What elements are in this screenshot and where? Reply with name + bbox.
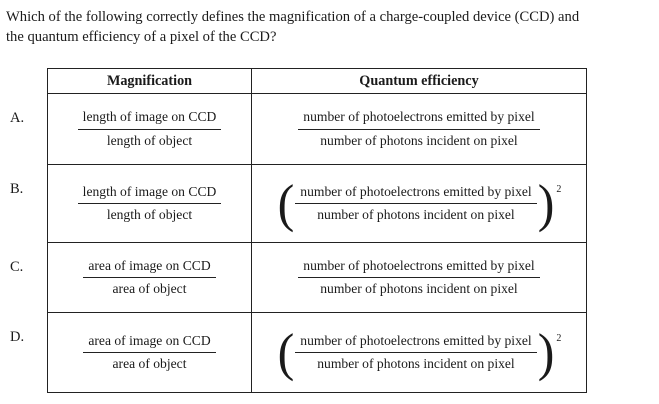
- exponent: 2: [556, 333, 562, 344]
- squared-fraction: [277, 322, 562, 382]
- paren-close: ): [537, 322, 555, 382]
- option-row-a: [8, 94, 587, 165]
- option-a-label: A.: [10, 110, 25, 126]
- fraction: [83, 258, 215, 298]
- header-letter-gutter: [8, 68, 47, 94]
- option-c-magnification-cell: [47, 243, 252, 313]
- table-header-row: [8, 68, 587, 94]
- fraction-numerator: length of image on CCD: [78, 109, 222, 129]
- fraction-numerator: length of image on CCD: [78, 184, 222, 204]
- option-c-quantum-efficiency-cell: [252, 243, 587, 313]
- fraction: [295, 333, 536, 373]
- option-b-label: B.: [10, 181, 24, 197]
- paren-open: (: [277, 322, 295, 382]
- fraction-denominator: length of object: [106, 132, 193, 148]
- fraction-denominator: number of photons incident on pixel: [320, 281, 518, 296]
- option-row-d: [8, 313, 587, 393]
- fraction-denominator: number of photons incident on pixel: [317, 207, 515, 222]
- fraction: [298, 109, 539, 149]
- fraction-numerator: area of image on CCD: [83, 333, 215, 353]
- fraction-numerator: number of photoelectrons emitted by pixel: [298, 258, 539, 278]
- option-row-c: [8, 243, 587, 313]
- option-c-label: C.: [10, 259, 24, 275]
- paren-open: (: [277, 173, 295, 233]
- question-line-1: Which of the following correctly defines the magnification of a charge-coupled device (CCD) and: [6, 9, 580, 25]
- option-b-quantum-efficiency-cell: [252, 165, 587, 243]
- option-row-b: [8, 165, 587, 243]
- fraction-denominator: length of object: [106, 207, 193, 222]
- fraction-denominator: number of photons incident on pixel: [317, 356, 515, 371]
- option-a-magnification-cell: [47, 94, 252, 165]
- exponent: 2: [556, 184, 562, 195]
- question-line-2: the quantum efficiency of a pixel of the CCD?: [6, 29, 277, 45]
- fraction-denominator: area of object: [112, 356, 187, 371]
- option-a-quantum-efficiency-cell: [252, 94, 587, 165]
- option-d-label: D.: [10, 329, 25, 345]
- header-cell-magnification: Magnification: [47, 68, 252, 94]
- options-table: [8, 68, 587, 393]
- option-b-magnification-cell: [47, 165, 252, 243]
- question-text: [6, 7, 656, 47]
- option-d-quantum-efficiency-cell: [252, 313, 587, 393]
- paren-close: ): [537, 173, 555, 233]
- fraction: [78, 184, 222, 224]
- squared-fraction: [277, 173, 562, 233]
- fraction: [83, 333, 215, 373]
- fraction-numerator: number of photoelectrons emitted by pixel: [295, 184, 536, 204]
- fraction: [298, 258, 539, 298]
- option-d-magnification-cell: [47, 313, 252, 393]
- fraction-denominator: area of object: [112, 281, 187, 296]
- fraction: [78, 109, 222, 149]
- fraction-denominator: number of photons incident on pixel: [320, 132, 518, 148]
- fraction: [295, 184, 536, 224]
- fraction-numerator: number of photoelectrons emitted by pixel: [298, 109, 539, 129]
- fraction-numerator: area of image on CCD: [83, 258, 215, 278]
- header-cell-quantum-efficiency: Quantum efficiency: [252, 68, 587, 94]
- fraction-numerator: number of photoelectrons emitted by pixel: [295, 333, 536, 353]
